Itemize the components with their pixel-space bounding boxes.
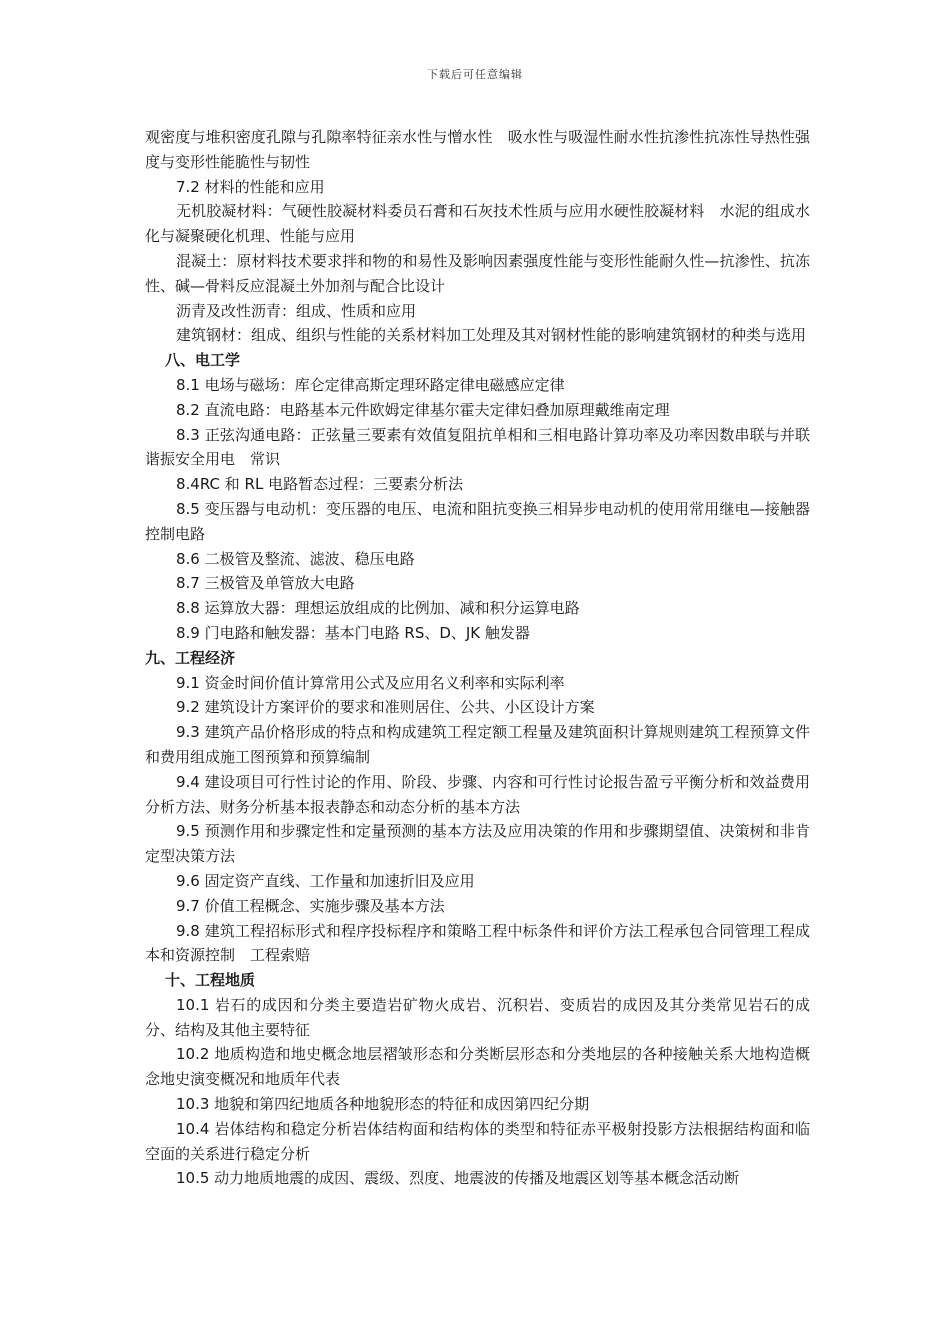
paragraph: 8.2 直流电路：电路基本元件欧姆定律基尔霍夫定律妇叠加原理戴维南定理 [176,400,670,419]
paragraph: 10.3 地貌和第四纪地质各种地貌形态的特征和成因第四纪分期 [176,1095,590,1114]
paragraph: 10.5 动力地质地震的成因、震级、烈度、地震波的传播及地震区划等基本概念活动断 [176,1169,740,1188]
paragraph: 沥青及改性沥青：组成、性质和应用 [176,301,417,320]
paragraph: 9.3 建筑产品价格形成的特点和构成建筑工程定额工程量及建筑面积计算规则建筑工程预算文件和费用组成施工图预算和预算编制 [145,723,810,766]
paragraph: 7.2 材料的性能和应用 [176,177,325,196]
paragraph: 9.1 资金时间价值计算常用公式及应用名义利率和实际利率 [176,673,565,692]
paragraph: 观密度与堆积密度孔隙与孔隙率特征亲水性与憎水性 吸水性与吸湿性耐水性抗渗性抗冻性导热性强度与变形性能脆性与韧性 [145,128,810,171]
paragraph: 10.1 岩石的成因和分类主要造岩矿物火成岩、沉积岩、变质岩的成因及其分类常见岩石的成分、结构及其他主要特征 [145,995,810,1039]
paragraph: 9.4 建设项目可行性讨论的作用、阶段、步骤、内容和可行性讨论报告盈亏平衡分析和效益费用分析方法、财务分析基本报表静态和动态分析的基本方法 [145,772,810,816]
paragraph: 无机胶凝材料：气硬性胶凝材料委员石膏和石灰技术性质与应用水硬性胶凝材料 水泥的组成水化与凝聚硬化机理、性能与应用 [145,202,810,246]
paragraph: 10.4 岩体结构和稳定分析岩体结构面和结构体的类型和特征赤平极射投影方法根据结构面和临空面的关系进行稳定分析 [145,1119,810,1163]
paragraph: 8.8 运算放大器：理想运放组成的比例加、减和积分运算电路 [176,599,580,618]
section-heading: 九、工程经济 [145,648,236,667]
page-header-note: 下载后可任意编辑 [427,68,523,81]
paragraph: 8.3 正弦沟通电路：正弦量三要素有效值复阻抗单相和三相电路计算功率及功率因数串联与并联谐振安全用电 常识 [145,425,810,469]
paragraph: 8.6 二极管及整流、滤波、稳压电路 [176,549,415,568]
paragraph: 9.5 预测作用和步骤定性和定量预测的基本方法及应用决策的作用和步骤期望值、决策树和非肯定型决策方法 [145,822,810,866]
section-heading: 八、电工学 [165,351,241,370]
paragraph: 建筑钢材：组成、组织与性能的关系材料加工处理及其对钢材性能的影响建筑钢材的种类与选用 [176,326,807,345]
section-heading: 十、工程地质 [165,971,256,990]
paragraph: 9.2 建筑设计方案评价的要求和准则居住、公共、小区设计方案 [176,698,595,717]
document-body [145,125,810,1191]
paragraph: 8.4RC 和 RL 电路暂态过程：三要素分析法 [176,475,464,494]
paragraph: 8.1 电场与磁场：库仑定律高斯定理环路定律电磁感应定律 [176,375,565,394]
paragraph: 9.8 建筑工程招标形式和程序投标程序和策略工程中标条件和评价方法工程承包合同管理工程成本和资源控制 工程索赔 [145,921,810,965]
paragraph: 8.7 三极管及单管放大电路 [176,574,355,593]
paragraph: 9.6 固定资产直线、工作量和加速折旧及应用 [176,871,475,890]
paragraph: 9.7 价值工程概念、实施步骤及基本方法 [176,896,445,915]
paragraph: 8.5 变压器与电动机：变压器的电压、电流和阻抗变换三相异步电动机的使用常用继电—接触器控制电路 [145,499,810,543]
paragraph: 混凝土：原材料技术要求拌和物的和易性及影响因素强度性能与变形性能耐久性—抗渗性、抗冻性、碱—骨料反应混凝土外加剂与配合比设计 [145,251,810,295]
paragraph: 10.2 地质构造和地史概念地层褶皱形态和分类断层形态和分类地层的各种接触关系大地构造概念地史演变概况和地质年代表 [145,1045,810,1089]
paragraph: 8.9 门电路和触发器：基本门电路 RS、D、JK 触发器 [176,623,530,642]
